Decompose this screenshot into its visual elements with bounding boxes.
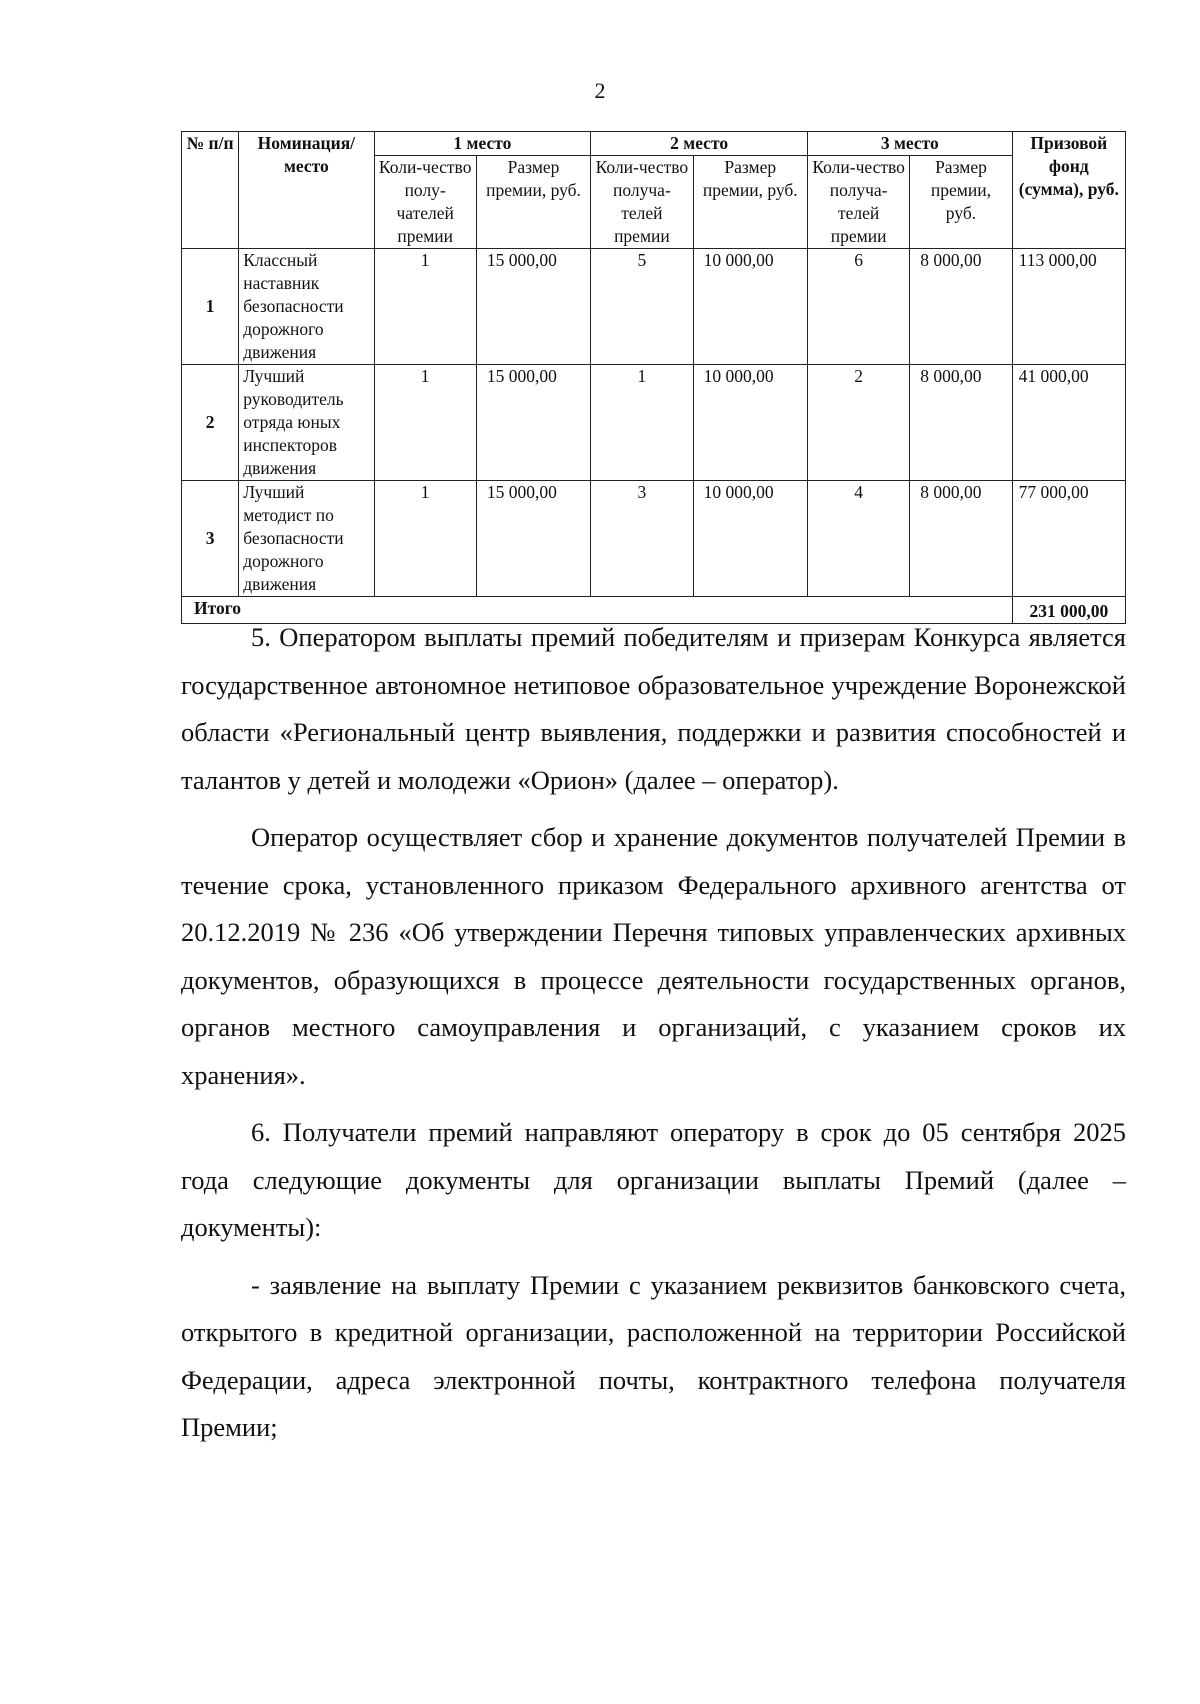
subheader-count-2: Коли-чество получа-телей премии — [591, 156, 693, 249]
table-row — [182, 249, 1126, 365]
header-place-1: 1 место — [374, 132, 591, 156]
subheader-count-1: Коли-чество полу-чателей премии — [374, 156, 476, 249]
row-number: 3 — [182, 481, 239, 597]
header-prize-fund: Призовой фонд (сумма), руб. — [1012, 132, 1125, 249]
row-place2-count: 5 — [591, 249, 693, 365]
row-prize-fund: 113 000,00 — [1012, 249, 1125, 365]
row-place3-amount: 8 000,00 — [910, 249, 1012, 365]
row-place3-count: 6 — [807, 249, 909, 365]
row-number: 2 — [182, 365, 239, 481]
row-nomination: Лучший руководитель отряда юных инспекторов движения — [239, 365, 374, 481]
row-place2-count: 3 — [591, 481, 693, 597]
row-place1-count: 1 — [374, 365, 476, 481]
row-place1-count: 1 — [374, 249, 476, 365]
header-nomination: Номинация/ место — [239, 132, 374, 249]
paragraph-documents: 6. Получатели премий направляют оператору в срок до 05 сентября 2025 года следующие документы для организации выплаты Премий (далее – документы): — [181, 1117, 1126, 1242]
row-number: 1 — [182, 249, 239, 365]
row-place2-amount: 10 000,00 — [693, 365, 807, 481]
row-prize-fund: 41 000,00 — [1012, 365, 1125, 481]
row-place1-amount: 15 000,00 — [476, 365, 590, 481]
row-nomination: Лучший методист по безопасности дорожного движения — [239, 481, 374, 597]
header-index: № п/п — [182, 132, 239, 249]
row-prize-fund: 77 000,00 — [1012, 481, 1125, 597]
subheader-size-3: Размер премии, руб. — [910, 156, 1012, 249]
subheader-size-1: Размер премии, руб. — [476, 156, 590, 249]
row-place1-count: 1 — [374, 481, 476, 597]
header-place-2: 2 место — [591, 132, 808, 156]
paragraph-application: - заявление на выплату Премии с указанием реквизитов банковского счета, открытого в кредитной организации, расположенной на территории Российской Федерации, адреса электронной почты, контрактного телефона получателя Премии; — [181, 1269, 1126, 1442]
subheader-count-3: Коли-чество получа-телей премии — [807, 156, 909, 249]
header-place-3: 3 место — [807, 132, 1012, 156]
row-place2-count: 1 — [591, 365, 693, 481]
table-row — [182, 365, 1126, 481]
subheader-size-2: Размер премии, руб. — [693, 156, 807, 249]
awards-table — [181, 131, 1126, 624]
row-place1-amount: 15 000,00 — [476, 481, 590, 597]
paragraph-operator: 5. Оператором выплаты премий победителям и призерам Конкурса является государственное автономное нетиповое образовательное учреждение Воронежской области «Региональный центр выявления, поддержки и развития способностей и талантов у детей и молодежи «Орион» (далее – оператор). — [181, 622, 1126, 795]
row-place2-amount: 10 000,00 — [693, 249, 807, 365]
row-place2-amount: 10 000,00 — [693, 481, 807, 597]
row-nomination: Классный наставник безопасности дорожного движения — [239, 249, 374, 365]
row-place3-amount: 8 000,00 — [910, 365, 1012, 481]
document-body — [181, 614, 1126, 1462]
table-header-row — [182, 132, 1126, 156]
row-place3-amount: 8 000,00 — [910, 481, 1012, 597]
total-label: Итого — [182, 597, 1013, 624]
row-place1-amount: 15 000,00 — [476, 249, 590, 365]
row-place3-count: 2 — [807, 365, 909, 481]
page-number: 2 — [594, 78, 606, 103]
row-place3-count: 4 — [807, 481, 909, 597]
paragraph-storage: Оператор осуществляет сбор и хранение документов получателей Премии в течение срока, установленного приказом Федерального архивного агентства от 20.12.2019 № 236 «Об утверждении Перечня типовых управленческих архивных документов, образующихся в процессе деятельности государственных органов, органов местного самоуправления и организаций, с указанием сроков их хранения». — [181, 822, 1126, 1090]
table-row — [182, 481, 1126, 597]
total-value: 231 000,00 — [1012, 597, 1125, 624]
